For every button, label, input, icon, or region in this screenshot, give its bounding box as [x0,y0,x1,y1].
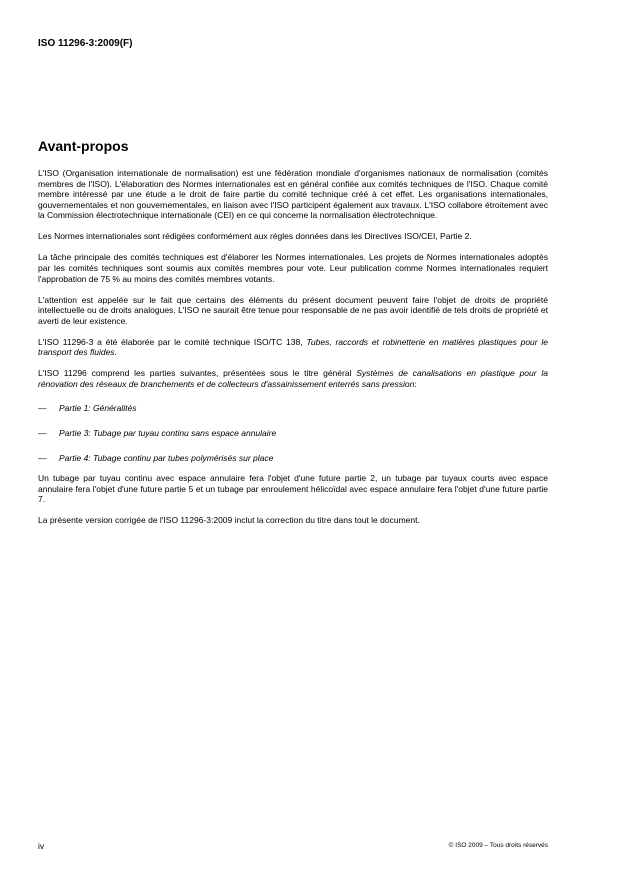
parts-intro-end: : [414,378,417,389]
prepared-by-text: L'ISO 11296-3 a été élaborée par le comité technique ISO/TC 138, [38,336,307,347]
section-title: Avant-propos [38,138,129,154]
paragraph-corrected-version: La présente version corrigée de l'ISO 11296-3:2009 inclut la correction du titre dans tout le document. [38,515,420,526]
dash-bullet: — [38,403,47,414]
paragraph-technical-committees: La tâche principale des comités techniques est d'élaborer les Normes internationales. Les projets de Normes internationales adoptés par les comités techniques sont soumis aux comités membres pour vote. Leur publication comme Normes internationales requiert l'approbation de 75 % au moins des comités membres votants. [38,252,548,284]
list-item-text: Partie 1: Généralités [59,403,137,414]
list-item-text: Partie 4: Tubage continu par tubes polymérisés sur place [59,452,274,463]
committee-title: Tubes, raccords et robinetterie en matières plastiques pour le transport des fluides [38,336,548,358]
paragraph-prepared-by [38,337,548,358]
dash-bullet: — [38,428,47,439]
prepared-by-end: . [114,347,117,358]
copyright-notice: © ISO 2009 – Tous droits réservés [448,842,548,849]
list-item [38,403,548,414]
list-item [38,453,548,464]
paragraph-patent-rights: L'attention est appelée sur le fait que certains des éléments du présent document peuvent faire l'objet de droits de propriété intellectuelle ou de droits analogues. L'ISO ne saurait être tenue pour responsable de ne pas avoir identifié de tels droits de propriété et averti de leur existence. [38,294,548,326]
foreword-body [38,168,548,536]
dash-bullet: — [38,452,47,463]
list-item [38,428,548,439]
page-number: iv [38,841,45,851]
paragraph-directives: Les Normes internationales sont rédigées conformément aux règles données dans les Directives ISO/CEI, Partie 2. [38,231,472,242]
paragraph-parts-intro [38,368,548,389]
general-title: Systèmes de canalisations en plastique pour la rénovation des réseaux de branchements et de collecteurs d'assainissement enterrés sans pression [38,368,548,389]
paragraph-future-parts: Un tubage par tuyau continu avec espace annulaire fera l'objet d'une future partie 2, un tubage par tuyaux courts avec espace annulaire fera l'objet d'une future partie 5 et un tubage par enroulement hélicoïdal avec espace annulaire fera l'objet d'une future partie 7. [38,473,548,505]
document-id: ISO 11296-3:2009(F) [38,38,133,49]
paragraph-iso-organisation: L'ISO (Organisation internationale de normalisation) est une fédération mondiale d'organismes nationaux de normalisation (comités membres de l'ISO). L'élaboration des Normes internationales est en général confiée aux comités techniques de l'ISO. Chaque comité membre intéressé par une étude a le droit de faire partie du comité technique créé à cet effet. Les organisations internationales, gouvernementales et non gouvernementales, en liaison avec l'ISO participent également aux travaux. L'ISO collabore étroitement avec la Commission électrotechnique internationale (CEI) en ce qui concerne la normalisation électrotechnique. [38,168,548,221]
list-item-text: Partie 3: Tubage par tuyau continu sans espace annulaire [59,428,277,439]
parts-intro-text: L'ISO 11296 comprend les parties suivantes, présentées sous le titre général [38,368,357,379]
